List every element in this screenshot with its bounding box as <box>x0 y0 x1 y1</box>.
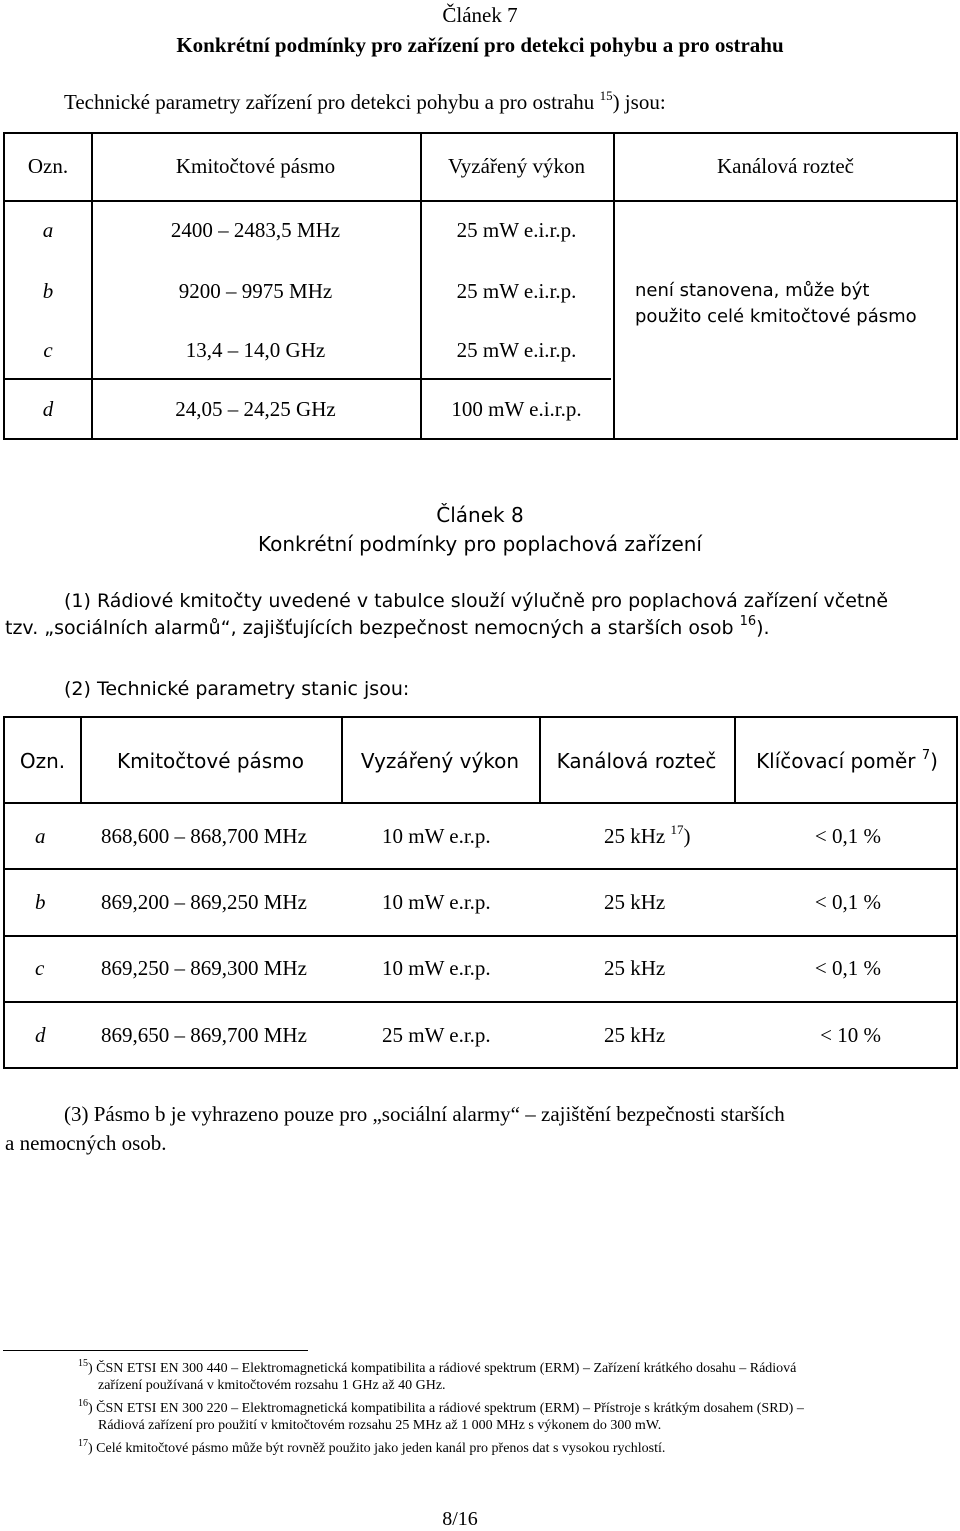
table2-header-band: Kmitočtové pásmo <box>117 749 304 773</box>
footnote-15: $^{15}$) ČSN ETSI EN 300 440 – Elektromagnetická kompatibilita a rádiové spektrum (ERM) – Zařízení krátkého dosahu – Rádiová zařízení používaná v kmitočtovém rozsahu 1 GHz až 40 GHz. <box>78 1358 797 1393</box>
article7-heading: Článek 7 <box>442 3 518 27</box>
table2-row-a-duty: < 0,1 % <box>814 824 881 848</box>
footnote-ref-7[interactable]: 7 <box>921 748 931 763</box>
table2-row-b-id: b <box>35 890 46 914</box>
table2-header-spacing: Kanálová rozteč <box>556 749 717 773</box>
table2-row-c-duty: < 0,1 % <box>814 956 881 980</box>
table1-row-c-band: 13,4 – 14,0 GHz <box>185 338 326 362</box>
table2-row-a-band: 868,600 – 868,700 MHz <box>101 824 307 848</box>
article8-heading: Článek 8 <box>436 503 524 527</box>
table1-row-b-id: b <box>42 279 54 303</box>
table2-row-b-band: 869,200 – 869,250 MHz <box>101 890 307 914</box>
table1-row-d-band: 24,05 – 24,25 GHz <box>175 397 336 421</box>
article8-table <box>3 716 958 1069</box>
table1-row-c-power: 25 mW e.i.r.p. <box>456 338 577 362</box>
table1-header-band: Kmitočtové pásmo <box>175 154 336 178</box>
footnote-ref-15[interactable]: 15 <box>599 88 613 103</box>
article8-para1-line2: tzv. „sociálních alarmů“, zajišťujících bezpečnost nemocných a starších osob $^{16}$). <box>5 614 770 639</box>
table1-row-d-id: d <box>42 397 54 421</box>
page-number: 8/16 <box>442 1508 478 1530</box>
table2-header-duty: Klíčovací poměr $^7$) <box>756 748 938 773</box>
table1-header-id: Ozn. <box>27 154 69 178</box>
footnote-divider <box>3 1350 308 1351</box>
article8-para3-line2: a nemocných osob. <box>5 1131 167 1155</box>
table2-row-d-id: d <box>35 1023 46 1047</box>
article8-para2: (2) Technické parametry stanic jsou: <box>64 678 410 700</box>
table2-header-id: Ozn. <box>19 749 66 773</box>
table1-row-a-power: 25 mW e.i.r.p. <box>456 218 577 242</box>
article7-title: Konkrétní podmínky pro zařízení pro detekci pohybu a pro ostrahu <box>176 33 784 57</box>
footnote-16: $^{16}$) ČSN ETSI EN 300 220 – Elektromagnetická kompatibilita a rádiové spektrum (ERM) – Přístroje s krátkým dosahem (SRD) – Rádiová zařízení pro použití v kmitočtovém rozsahu 25 MHz až 1 000 MHz s výkonem do 300 mW. <box>78 1398 804 1433</box>
table1-header-power: Vyzářený výkon <box>447 154 586 178</box>
table1-header-spacing: Kanálová rozteč <box>716 154 854 178</box>
article7-table <box>3 132 958 440</box>
table2-row-b-duty: < 0,1 % <box>814 890 881 914</box>
table2-row-c-band: 869,250 – 869,300 MHz <box>101 956 307 980</box>
table1-row-d-power: 100 mW e.i.r.p. <box>451 397 582 421</box>
table2-row-a-id: a <box>35 824 46 848</box>
table2-row-d-spacing: 25 kHz <box>604 1023 666 1047</box>
table2-row-c-power: 10 mW e.r.p. <box>382 956 491 980</box>
table2-row-a-power: 10 mW e.r.p. <box>382 824 491 848</box>
table2-row-c-id: c <box>35 956 45 980</box>
table2-row-d-band: 869,650 – 869,700 MHz <box>101 1023 307 1047</box>
table1-row-a-band: 2400 – 2483,5 MHz <box>170 218 341 242</box>
article8-para1-line1: (1) Rádiové kmitočty uvedené v tabulce slouží výlučně pro poplachová zařízení včetně <box>64 590 889 612</box>
table2-row-b-spacing: 25 kHz <box>604 890 666 914</box>
table2-row-a-spacing: 25 kHz $^{17}$) <box>604 822 691 848</box>
table2-header-power: Vyzářený výkon <box>360 749 520 773</box>
footnote-ref-17[interactable]: 17 <box>670 822 684 837</box>
table1-spacing-note-line2: použito celé kmitočtové pásmo <box>635 306 917 327</box>
table1-spacing-note-line1: není stanovena, může být <box>635 280 870 301</box>
table1-row-c-id: c <box>43 338 53 362</box>
article8-title: Konkrétní podmínky pro poplachová zařízení <box>258 532 702 556</box>
table1-row-b-band: 9200 – 9975 MHz <box>178 279 333 303</box>
table2-row-d-power: 25 mW e.r.p. <box>382 1023 491 1047</box>
footnote-ref-16[interactable]: 16 <box>739 614 757 629</box>
table1-row-a-id: a <box>42 218 54 242</box>
table2-row-c-spacing: 25 kHz <box>604 956 666 980</box>
table2-row-d-duty: < 10 % <box>820 1023 881 1047</box>
footnote-17: $^{17}$) Celé kmitočtové pásmo může být rovněž použito jako jeden kanál pro přenos dat s vysokou rychlostí. <box>78 1438 666 1456</box>
article7-intro: Technické parametry zařízení pro detekci pohybu a pro ostrahu $^{15}$) jsou: <box>64 88 666 114</box>
article8-para3-line1: (3) Pásmo b je vyhrazeno pouze pro „sociální alarmy“ – zajištění bezpečnosti starších <box>64 1102 785 1126</box>
table2-row-b-power: 10 mW e.r.p. <box>382 890 491 914</box>
table1-row-b-power: 25 mW e.i.r.p. <box>456 279 577 303</box>
